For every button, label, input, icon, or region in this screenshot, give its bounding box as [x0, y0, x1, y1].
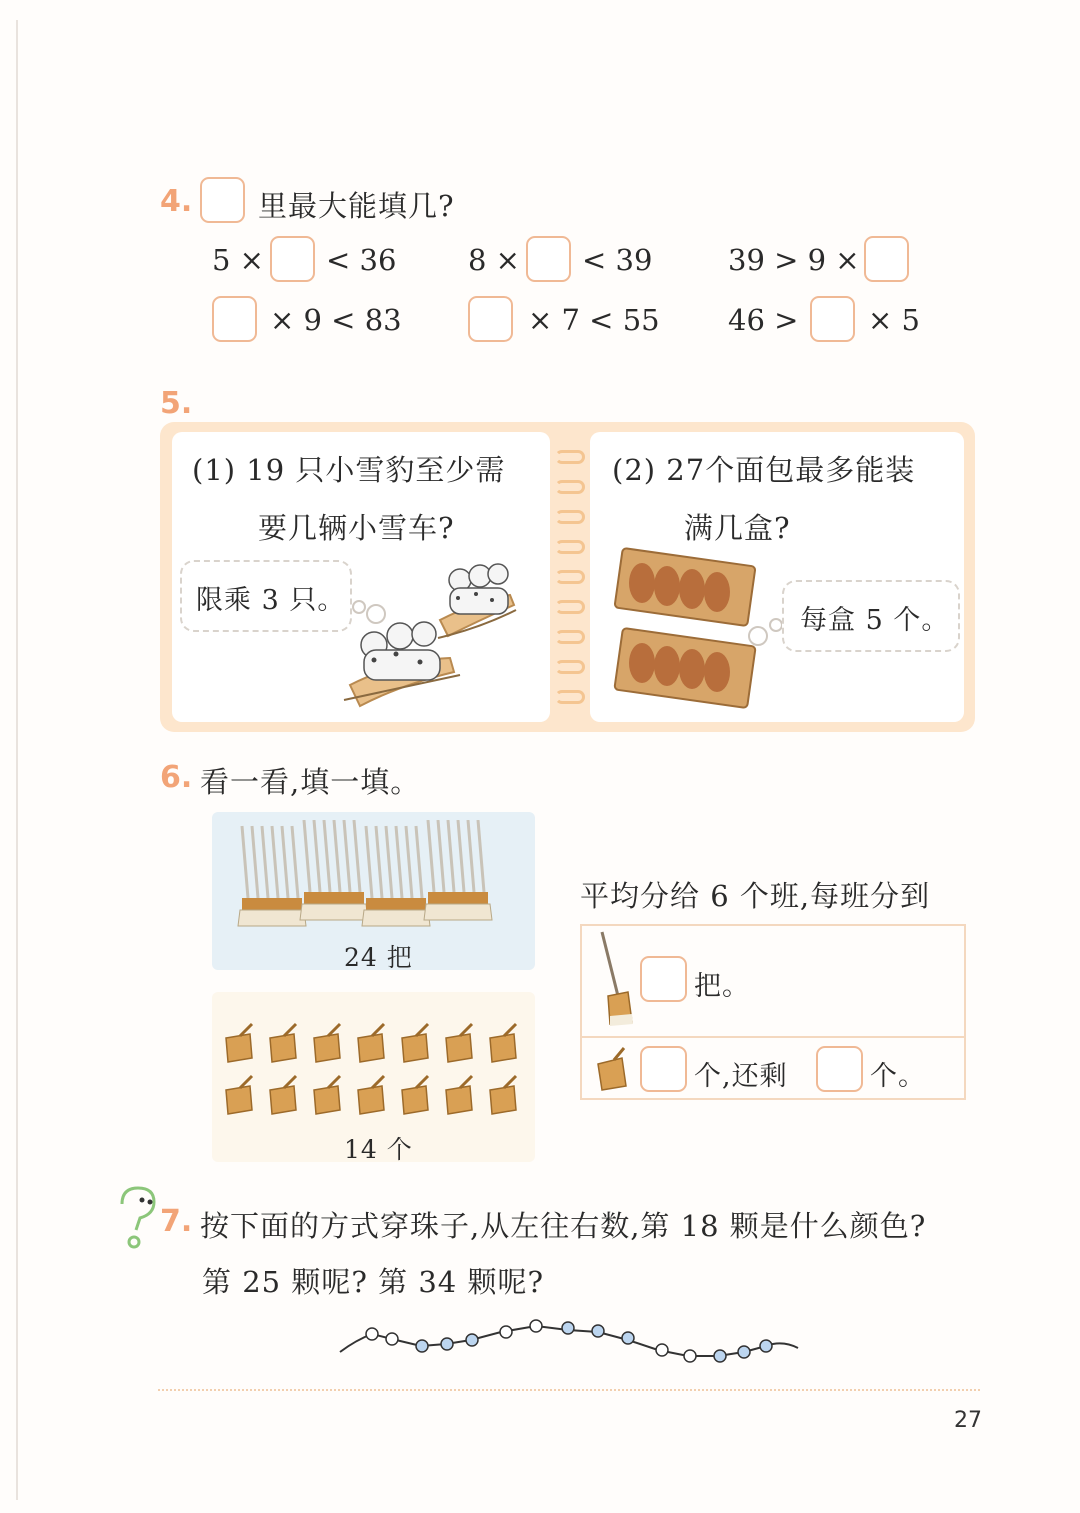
q6-brooms-answer-box[interactable] [640, 956, 687, 1002]
thought-dot [769, 618, 783, 632]
binder-ring [555, 480, 585, 494]
bead-white [684, 1350, 696, 1362]
dustpan-icon [594, 1046, 634, 1092]
bread-box-lower [614, 628, 755, 708]
dustpans-count: 14 个 [344, 1135, 413, 1164]
bead-blue [714, 1350, 726, 1362]
q5-number: 5. [160, 386, 193, 421]
q5-part1-line2: 要几辆小雪车? [258, 511, 455, 545]
q4-r1c2-answer-box[interactable] [526, 236, 571, 282]
q6-remainder-answer-box[interactable] [816, 1046, 863, 1092]
q6-row2-suffix: 个。 [870, 1061, 926, 1092]
q4-r2c1-post: × 9 < 83 [270, 303, 402, 337]
bead-blue [738, 1346, 750, 1358]
q6-instruction: 平均分给 6 个班,每班分到 [580, 879, 931, 913]
q7-line2: 第 25 颗呢? 第 34 颗呢? [202, 1265, 544, 1299]
binder-ring [555, 630, 585, 644]
bead-blue [622, 1332, 634, 1344]
q4-prompt: 里最大能填几? [258, 189, 455, 223]
q4-r2c3-pre: 46 > [728, 303, 799, 337]
bead-white [366, 1328, 378, 1340]
q4-r2c3-answer-box[interactable] [810, 296, 855, 342]
bread-boxes-illustration [612, 545, 762, 720]
q6-row2-mid: 个,还剩 [694, 1061, 788, 1092]
snow-leopard-sleds-illustration [330, 550, 530, 720]
q5-part1-line1: (1) 19 只小雪豹至少需 [192, 453, 506, 487]
leopards-lower [361, 622, 440, 680]
q6-row1-suffix: 把。 [694, 971, 750, 1002]
q5-part1-hint: 限乘 3 只。 [196, 585, 346, 616]
bead-blue [441, 1338, 453, 1350]
leopards-upper [449, 564, 508, 614]
bead-blue [562, 1322, 574, 1334]
footer-dotted-line [158, 1389, 980, 1391]
q6-dustpans-answer-box[interactable] [640, 1046, 687, 1092]
page-edge-line [16, 20, 18, 1500]
q5-part2-line2: 满几盒? [684, 511, 791, 545]
q4-r2c1-answer-box[interactable] [212, 296, 257, 342]
brooms-illustration [232, 820, 512, 932]
bead-blue [592, 1325, 604, 1337]
q4-r2c2-answer-box[interactable] [468, 296, 513, 342]
bead-white [500, 1326, 512, 1338]
binder-ring [555, 690, 585, 704]
binder-ring [555, 510, 585, 524]
binder-ring [555, 660, 585, 674]
bead-blue [416, 1340, 428, 1352]
bead-white [656, 1344, 668, 1356]
q4-r2c2-post: × 7 < 55 [528, 303, 660, 337]
dustpans-illustration [222, 1020, 527, 1120]
thought-dot [748, 626, 768, 646]
bead-white [386, 1333, 398, 1345]
q4-r1c2-pre: 8 × [468, 243, 520, 277]
bead-blue [466, 1334, 478, 1346]
q4-number: 4. [160, 184, 193, 219]
bead-blue [760, 1340, 772, 1352]
q5-part2-line1: (2) 27个面包最多能装 [612, 453, 916, 487]
q4-r1c1-post: < 36 [326, 243, 397, 277]
q4-r1c3-pre: 39 > 9 × [728, 243, 860, 277]
page-number: 27 [954, 1408, 982, 1433]
q4-r1c1-answer-box[interactable] [270, 236, 315, 282]
q5-part2-hint: 每盒 5 个。 [800, 605, 950, 636]
q6-number: 6. [160, 760, 193, 795]
question-mark-mascot-icon [112, 1184, 162, 1250]
q6-title: 看一看,填一填。 [200, 765, 421, 799]
bead-string [336, 1310, 802, 1374]
binder-ring [555, 570, 585, 584]
q4-prompt-box [200, 177, 245, 223]
q7-number: 7. [160, 1204, 193, 1239]
q4-r1c2-post: < 39 [582, 243, 653, 277]
bead-white [530, 1320, 542, 1332]
brooms-count: 24 把 [344, 943, 413, 972]
binder-ring [555, 540, 585, 554]
q4-r1c3-answer-box[interactable] [864, 236, 909, 282]
q4-r1c1-pre: 5 × [212, 243, 264, 277]
binder-ring [555, 450, 585, 464]
bread-box-upper [614, 548, 755, 626]
q7-line1: 按下面的方式穿珠子,从左往右数,第 18 颗是什么颜色? [200, 1209, 927, 1243]
q6-table-divider [580, 1036, 966, 1038]
binder-ring [555, 600, 585, 614]
broom-icon [596, 930, 636, 1026]
q4-r2c3-post: × 5 [868, 303, 920, 337]
